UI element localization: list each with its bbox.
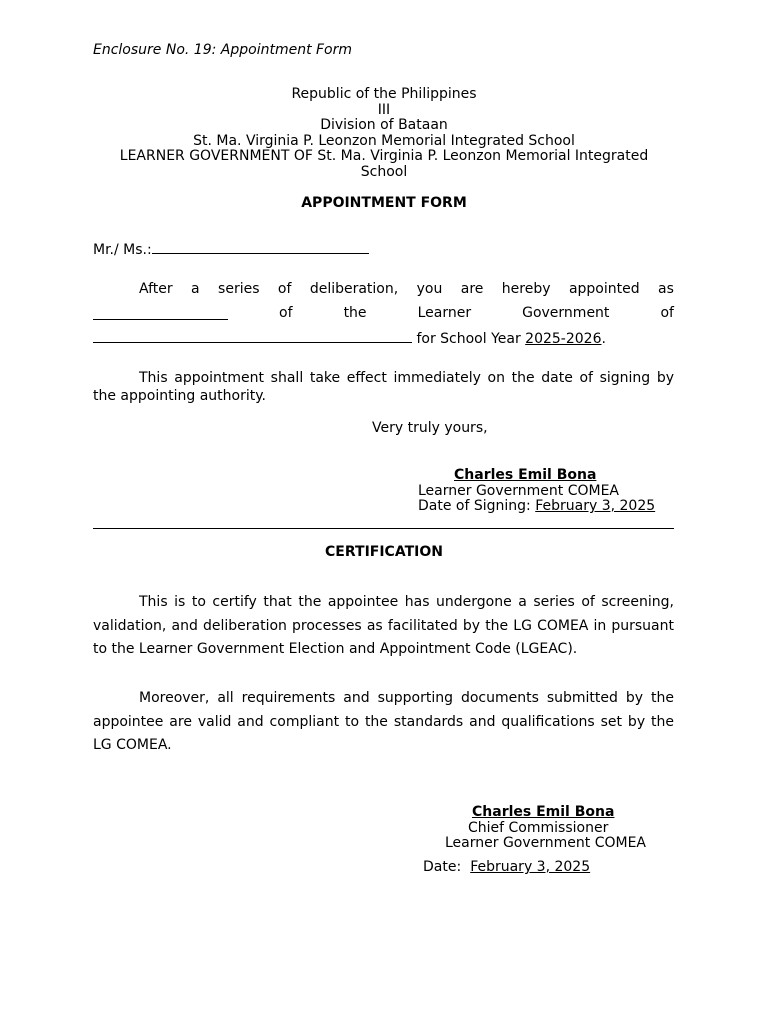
header-learner-government-cont: School — [360, 164, 408, 180]
position-blank[interactable] — [93, 305, 228, 320]
body1-line2 — [93, 305, 674, 321]
signatory1-date: February 3, 2025 — [535, 498, 656, 514]
appointee-name-blank[interactable] — [152, 253, 369, 254]
signatory2-title: Chief Commissioner — [468, 820, 609, 836]
word: are — [460, 281, 484, 297]
signatory2-date-row — [423, 859, 590, 875]
signatory1-position: Learner Government COMEA — [418, 483, 620, 499]
signatory1-name: Charles Emil Bona — [454, 467, 597, 483]
signatory2-name: Charles Emil Bona — [472, 804, 615, 820]
word: After — [139, 281, 173, 297]
word: of — [279, 305, 293, 321]
period: . — [601, 331, 606, 347]
word: a — [191, 281, 200, 297]
section-divider — [93, 528, 674, 529]
certification-title: CERTIFICATION — [325, 544, 443, 560]
word: of — [277, 281, 292, 297]
salutation-row — [93, 242, 369, 258]
signatory1-date-label: Date of Signing: — [418, 498, 536, 514]
salutation-label: Mr./ Ms.: — [93, 242, 152, 258]
body1-line3 — [93, 328, 606, 347]
word: deliberation, — [309, 281, 399, 297]
for-school-year-text: for School Year — [412, 331, 526, 347]
signatory1-date-row — [418, 498, 655, 514]
enclosure-label: Enclosure No. 19: Appointment Form — [93, 42, 353, 58]
signatory2-date-label: Date: — [423, 859, 462, 875]
page-title: APPOINTMENT FORM — [301, 195, 467, 211]
word: of — [660, 305, 674, 321]
signatory2-date: February 3, 2025 — [470, 859, 591, 875]
header-republic: Republic of the Philippines — [291, 86, 477, 102]
school-year: 2025-2026 — [525, 331, 602, 347]
certification-paragraph-1: This is to certify that the appointee has undergone a series of screening, validation, and deliberation processes as facilitated by the LG COMEA in pursuant to the Learner Government Election and Appointment Code (LGEAC). — [93, 594, 674, 657]
word: hereby — [501, 281, 551, 297]
word: as — [658, 281, 674, 297]
header-learner-government: LEARNER GOVERNMENT OF St. Ma. Virginia P. Leonzon Memorial Integrated — [119, 148, 649, 164]
word: appointed — [568, 281, 640, 297]
closing: Very truly yours, — [372, 420, 488, 436]
body2-paragraph: This appointment shall take effect immediately on the date of signing by the appointing authority. — [93, 370, 674, 404]
word: Learner — [417, 305, 472, 321]
word: series — [218, 281, 260, 297]
header-division: Division of Bataan — [320, 117, 448, 133]
signatory2-org: Learner Government COMEA — [445, 835, 647, 851]
word: Government — [522, 305, 610, 321]
word: the — [343, 305, 367, 321]
organization-blank[interactable] — [93, 328, 412, 343]
body1-line1 — [139, 281, 674, 297]
header-school: St. Ma. Virginia P. Leonzon Memorial Integrated School — [193, 133, 575, 149]
header-region: III — [377, 102, 391, 118]
word: you — [416, 281, 443, 297]
certification-paragraph-2: Moreover, all requirements and supporting documents submitted by the appointee are valid and compliant to the standards and qualifications set by the LG COMEA. — [93, 690, 674, 753]
